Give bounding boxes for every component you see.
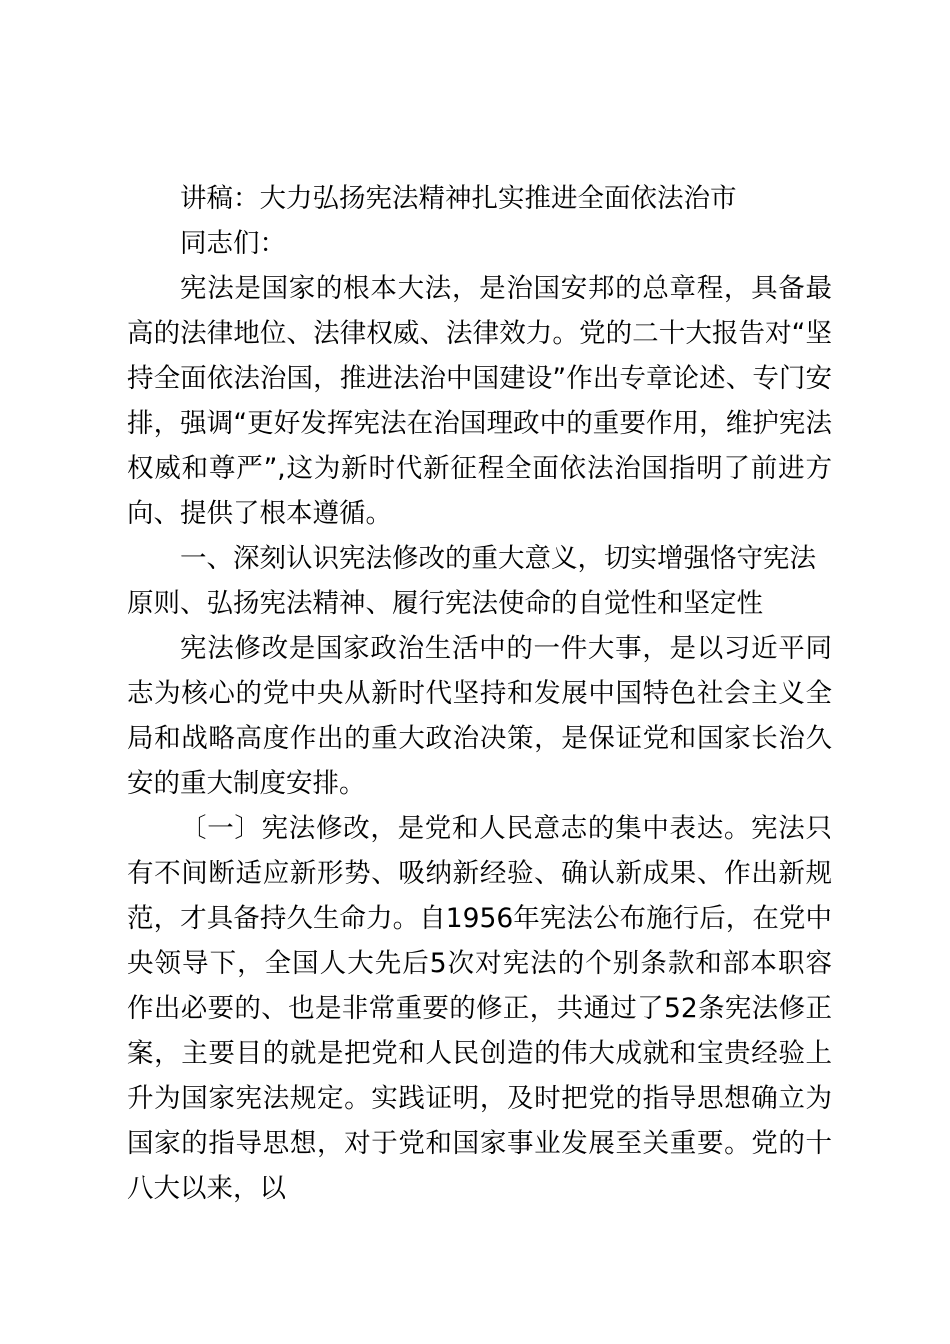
salutation: 同志们： <box>180 228 286 259</box>
section-heading-1: 一、深刻认识宪法修改的重大意义，切实增强恪守宪法原则、弘扬宪法精神、履行宪法使命的自觉性和坚定性 <box>127 543 816 619</box>
paragraph-subsection-1: 〔一〕宪法修改，是党和人民意志的集中表达。宪法只有不间断适应新形势、吸纳新经验、确认新成果、作出新规范，才具备持久生命力。自1956年宪法公布施行后，在党中央领导下，全国人大先后5次对宪法的个别条款和部本职容作出必要的、也是非常重要的修正，共通过了52条宪法修正案，主要目的就是把党和人民创造的伟大成就和宝贵经验上升为国家宪法规定。实践证明，及时把党的指导思想确立为国家的指导思想，对于党和国家事业发展至关重要。党的十八大以来，以 <box>127 813 832 1204</box>
document-title: 讲稿：大力弘扬宪法精神扎实推进全面依法治市 <box>180 183 737 214</box>
document-body <box>127 176 832 1211</box>
paragraph-section-1: 宪法修改是国家政治生活中的一件大事，是以习近平同志为核心的党中央从新时代坚持和发展中国特色社会主义全局和战略高度作出的重大政治决策，是保证党和国家长治久安的重大制度安排。 <box>127 633 832 799</box>
paragraph-intro: 宪法是国家的根本大法，是治国安邦的总章程，具备最高的法律地位、法律权威、法律效力。党的二十大报告对“坚持全面依法治国，推进法治中国建设”作出专章论述、专门安排，强调“更好发挥宪法在治国理政中的重要作用，维护宪法权威和尊严”,这为新时代新征程全面依法治国指明了前进方向、提供了根本遵循。 <box>127 273 832 529</box>
